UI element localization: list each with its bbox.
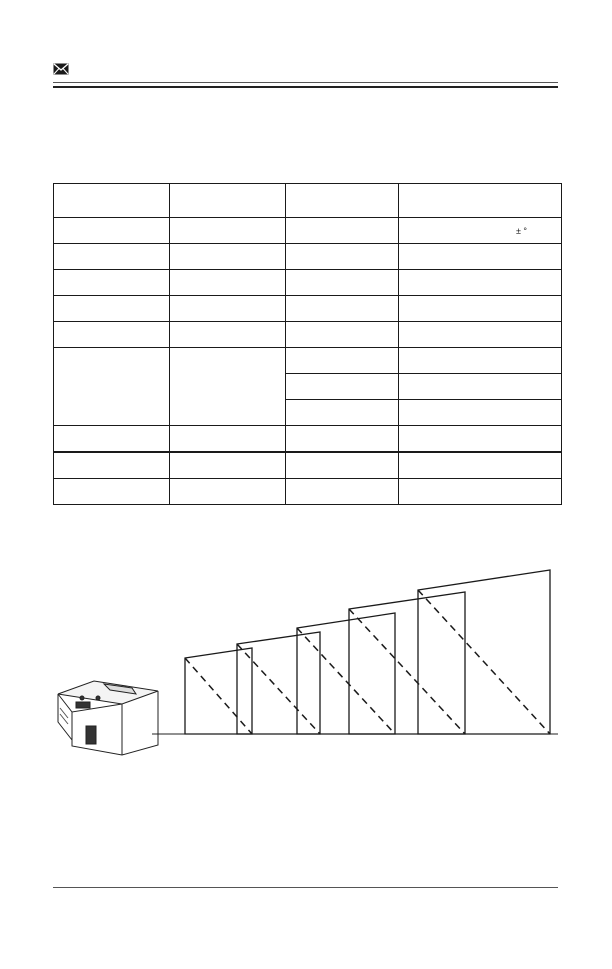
table-cell xyxy=(54,452,170,479)
table-cell xyxy=(54,322,170,348)
table-cell xyxy=(54,426,170,453)
table-cell xyxy=(170,452,286,479)
table-cell xyxy=(170,218,286,244)
table-cell xyxy=(286,244,399,270)
header-rule xyxy=(53,82,558,88)
table-cell xyxy=(399,348,562,374)
table-cell xyxy=(399,479,562,505)
table-cell xyxy=(54,296,170,322)
table-cell xyxy=(170,426,286,453)
screen-diagonal xyxy=(185,658,252,734)
table-cell xyxy=(286,270,399,296)
envelope-icon xyxy=(53,63,69,75)
table-cell xyxy=(170,244,286,270)
projection-screen xyxy=(185,648,252,734)
table-cell xyxy=(286,426,399,453)
table-cell xyxy=(399,322,562,348)
projection-distance-diagram xyxy=(0,540,612,770)
table-row xyxy=(54,348,562,374)
table-cell xyxy=(170,322,286,348)
table-cell xyxy=(399,374,562,400)
spec-table xyxy=(53,183,562,505)
screen-diagonal xyxy=(297,628,395,734)
table-cell xyxy=(399,400,562,426)
table-row xyxy=(54,244,562,270)
table-cell xyxy=(54,479,170,505)
table-cell xyxy=(399,270,562,296)
table-header-cell xyxy=(54,184,170,218)
screen-diagonal xyxy=(349,609,465,734)
table-row xyxy=(54,426,562,453)
table-row xyxy=(54,452,562,479)
table-cell xyxy=(54,218,170,244)
table-cell xyxy=(286,218,399,244)
table-cell xyxy=(399,296,562,322)
screen-diagonal xyxy=(237,644,320,734)
table-cell xyxy=(286,400,399,426)
table-cell-merged xyxy=(170,348,286,426)
table-header-row xyxy=(54,184,562,218)
projector-icon xyxy=(58,681,158,755)
table-cell xyxy=(54,244,170,270)
table-cell-merged xyxy=(54,348,170,426)
table-cell xyxy=(286,479,399,505)
table-cell-symbols: ± ° xyxy=(399,218,562,244)
table-cell xyxy=(399,244,562,270)
table-header-cell xyxy=(286,184,399,218)
table-row xyxy=(54,218,562,244)
table-cell xyxy=(286,296,399,322)
table-cell xyxy=(170,270,286,296)
table-row xyxy=(54,479,562,505)
projection-screen xyxy=(418,570,550,734)
table-cell xyxy=(286,322,399,348)
table-cell xyxy=(286,374,399,400)
table-cell xyxy=(170,479,286,505)
table-row xyxy=(54,322,562,348)
projection-screen xyxy=(237,632,320,734)
screens xyxy=(185,570,550,734)
projection-screen xyxy=(349,592,465,734)
table-cell xyxy=(54,270,170,296)
table-row xyxy=(54,296,562,322)
table-cell xyxy=(399,426,562,453)
table-cell xyxy=(286,348,399,374)
footer-rule xyxy=(53,887,558,888)
table-cell xyxy=(170,296,286,322)
projection-screen xyxy=(297,613,395,734)
screen-diagonal xyxy=(418,590,550,734)
table-cell xyxy=(286,452,399,479)
table-header-cell xyxy=(170,184,286,218)
table-header-cell xyxy=(399,184,562,218)
table-cell xyxy=(399,452,562,479)
table-row xyxy=(54,270,562,296)
